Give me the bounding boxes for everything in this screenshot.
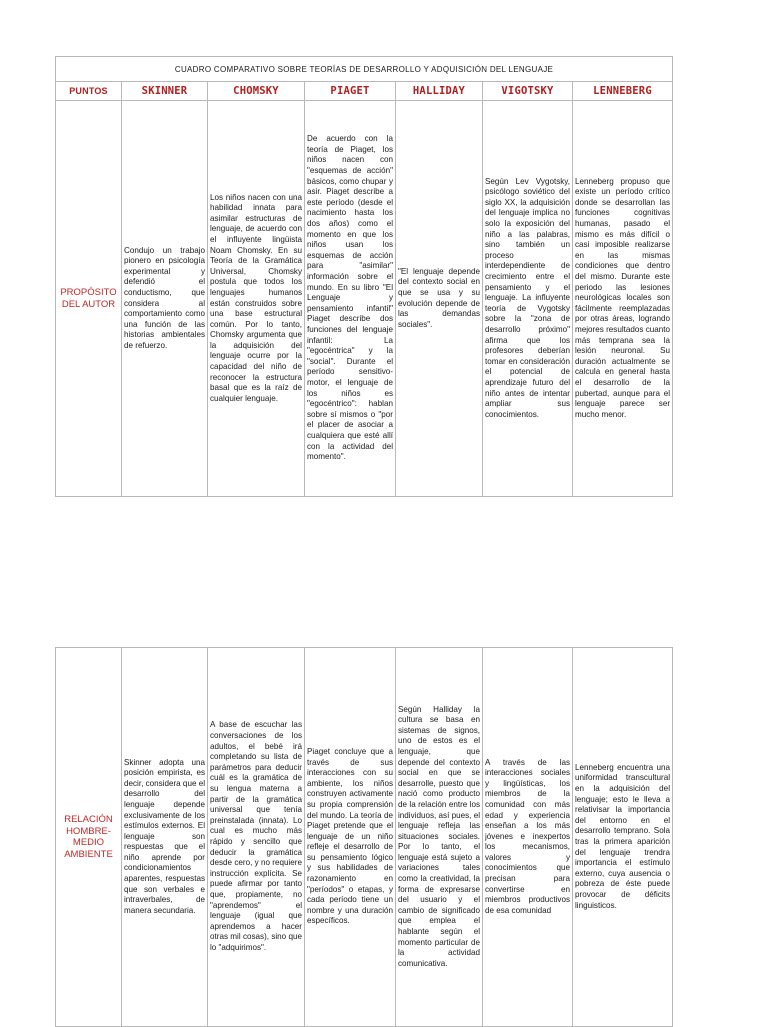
cell-piaget: Piaget concluye que a través de sus interacciones con su ambiente, los niños construyen activamente su propia comprensión del mundo. La teoría de Piaget pretende que el lenguaje de un niño refleje el desarrollo de su pensamiento lógico y sus habilidades de razonamiento en "períodos" o etapas, y cada período tiene un nombre y una duración específicos. <box>305 648 396 1027</box>
cell-lenneberg: Lenneberg encuentra una uniformidad transcultural en la adquisición del lenguaje; esto le lleva a relativisar la importancia del entorno en el desarrollo temprano. Sola tras la primera aparición del lenguaje trendra importancia el estímulo externo, cuya ausencia o pobreza de éste puede provocar de déficits linguisticos. <box>573 648 673 1027</box>
header-row <box>56 82 673 101</box>
cell-chomsky: Los niños nacen con una habilidad innata para asimilar estructuras de lenguaje, de acuerdo con el influyente lingüista Noam Chomsky. En su Teoría de la Gramática Universal, Chomsky postula que todos los lenguajes humanos están construidos sobre una base estructural común. Por lo tanto, Chomsky argumenta que la adquisición del lenguaje ocurre por la capacidad del niño de reconocer la estructura basal que es la raíz de cualquier lenguaje. <box>208 101 305 497</box>
cell-skinner: Condujo un trabajo pionero en psicología experimental y defendió el conductismo, que considera al comportamiento como una función de las historias ambientales de refuerzo. <box>122 101 208 497</box>
table-row <box>56 101 673 497</box>
table-title: CUADRO COMPARATIVO SOBRE TEORÍAS DE DESARROLLO Y ADQUISICIÓN DEL LENGUAJE <box>56 57 673 82</box>
header-chomsky: CHOMSKY <box>208 82 305 101</box>
cell-halliday: Según Halliday la cultura se basa en sistemas de signos, uno de estos es el lenguaje, que depende del contexto social en que se desarrolle, puesto que nació como producto de la relación entre los individuos, así pues, el lenguaje refleja las situaciones sociales. Por lo tanto, el lenguaje está sujeto a variaciones tales como la creatividad, la forma de expresarse del usuario y el cambio de significado que emplea el hablante según el momento particular de la actividad comunicativa. <box>396 648 483 1027</box>
cell-vigotsky: A través de las interacciones sociales y lingüísticas, los miembros de la comunidad con más edad y experiencia enseñan a los más jóvenes e inexpertos los mecanismos, valores y conocimientos que precisan para convertirse en miembros productivos de esa comunidad <box>483 648 573 1027</box>
cell-halliday: "El lenguaje depende del contexto social en que se usa y su evolución depende de las demandas sociales". <box>396 101 483 497</box>
header-halliday: HALLIDAY <box>396 82 483 101</box>
row-label-proposito: PROPÓSITO DEL AUTOR <box>56 101 122 497</box>
cell-piaget: De acuerdo con la teoría de Piaget, los niños nacen con "esquemas de acción" básicos, como chupar y asir. Piaget describe a este período (desde el nacimiento hasta los dos años) como el momento en que los niños usan los esquemas de acción para "asimilar" información sobre el mundo. En su libro "El Lenguaje y pensamiento infantil" Piaget describe dos funciones del lenguaje infantil: La "egocéntrica" y la "social". Durante el período sensitivo-motor, el lenguaje de los niños es "egocéntrico": hablan sobre sí mismos o "por el placer de asociar a cualquiera que esté allí con la actividad del momento". <box>305 101 396 497</box>
row-label-relacion: RELACIÓN HOMBRE-MEDIO AMBIENTE <box>56 648 122 1027</box>
header-puntos: PUNTOS <box>56 82 122 101</box>
comparison-table-top <box>55 56 673 497</box>
header-lenneberg: LENNEBERG <box>573 82 673 101</box>
cell-lenneberg: Lenneberg propuso que existe un período crítico donde se desarrollan las funciones cognitivas humanas, pasado el mismo es más difícil o casi imposible realizarse en las mismas condiciones que dentro del mismo. Durante este periodo las lesiones neurológicas locales son fácilmente reemplazadas por otras áreas, logrando mejores resultados cuanto más temprana sea la lesión neuronal. Su duración actualmente se calcula en general hasta el desarrollo de la pubertad, aunque para el lenguaje parece ser mucho menor. <box>573 101 673 497</box>
header-skinner: SKINNER <box>122 82 208 101</box>
header-vigotsky: VIGOTSKY <box>483 82 573 101</box>
cell-skinner: Skinner adopta una posición empirista, es decir, considera que el desarrollo del lenguaje depende exclusivamente de los estímulos externos. El lenguaje son respuestas que el niño aprende por condicionamientos aparentes, respuestas que son verbales e intraverbales, de manera secundaria. <box>122 648 208 1027</box>
cell-vigotsky: Según Lev Vygotsky, psicólogo soviético del siglo XX, la adquisición del lenguaje implica no solo la exposición del niño a las palabras, sino también un proceso interdependiente de crecimiento entre el pensamiento y el lenguaje. La influyente teoría de Vygotsky sobre la "zona de desarrollo próximo" afirma que los profesores deberían tomar en consideración el potencial de aprendizaje futuro del niño antes de intentar ampliar sus conocimientos. <box>483 101 573 497</box>
cell-chomsky: A base de escuchar las conversaciones de los adultos, el bebé irá completando su lista de parámetros para deducir cuál es la gramática de su lengua materna a partir de la gramática universal que tenía preinstalada (innata). Lo cual es mucho más rápido y sencillo que deducir la gramática desde cero, y no requiere instrucción explícita. Se puede afirmar por tanto que, propiamente, no "aprendemos" el lenguaje (igual que aprendemos a hacer otras mil cosas), sino que lo "adquirimos". <box>208 648 305 1027</box>
comparison-table-bottom <box>55 647 673 1027</box>
table-row <box>56 648 673 1027</box>
header-piaget: PIAGET <box>305 82 396 101</box>
